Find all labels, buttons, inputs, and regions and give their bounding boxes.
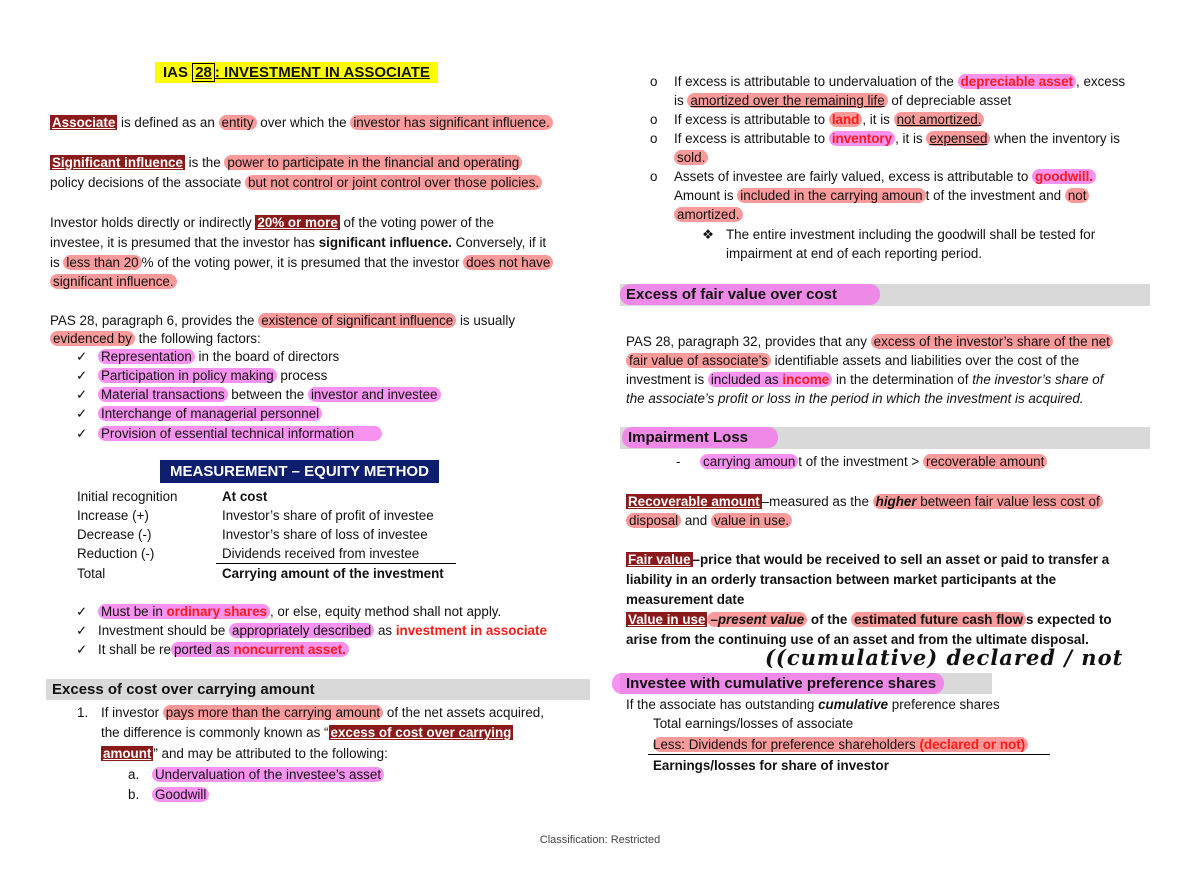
right-bullet-cont: sold. <box>674 149 708 167</box>
check-icon: ✓ <box>76 426 88 441</box>
factor-item: ✓ Material transactions between the investor and investee <box>76 386 441 404</box>
diamond-bullet-icon: ❖ <box>702 227 715 242</box>
right-bullet-item: o If excess is attributable to land , it is not amortized. <box>650 111 984 129</box>
significant-influence-line2: policy decisions of the associate but not control or joint control over those policies. <box>50 174 542 192</box>
recoverable-line2: disposal and value in use. <box>626 512 792 530</box>
check-icon: ✓ <box>76 368 88 383</box>
right-bullet-cont: is amortized over the remaining life of depreciable asset <box>674 93 1012 108</box>
investor-para-line1: Investor holds directly or indirectly 20% or more of the voting power of the <box>50 215 494 230</box>
excess-fv-line4: the associate’s profit or loss in the period in which the investment is acquired. <box>626 391 1084 406</box>
total-rule <box>216 563 456 564</box>
right-bullet-item: o Assets of investee are fairly valued, excess is attributable to goodwill. <box>650 168 1096 186</box>
excess-fv-heading: Excess of fair value over cost <box>620 284 1150 305</box>
cumulative-rule <box>648 754 1050 755</box>
page-title: IAS 28 : INVESTMENT IN ASSOCIATE <box>155 62 438 83</box>
measurement-label: Initial recognition <box>77 489 178 504</box>
check-icon: ✓ <box>76 387 88 402</box>
right-bullet-cont: Amount is included in the carrying amoun t of the investment and not <box>674 187 1089 205</box>
excess-cost-item-b: b. Goodwill <box>128 786 209 804</box>
check-icon: ✓ <box>76 406 88 421</box>
value-in-use-line2: arise from the continuing use of an asset and from the ultimate disposal. <box>626 632 1089 647</box>
impairment-line: - carrying amoun t of the investment > recoverable amount <box>676 453 1047 471</box>
excess-cost-line3: amount ” and may be attributed to the following: <box>103 746 388 761</box>
excess-cost-line2: the difference is commonly known as “ excess of cost over carrying <box>101 725 512 740</box>
significant-influence-line1: Significant influence is the power to participate in the financial and operating <box>50 154 522 172</box>
measurement-label: Increase (+) <box>77 508 149 523</box>
pas-para-line1: PAS 28, paragraph 6, provides the existence of significant influence is usually <box>50 313 516 328</box>
impairment-heading: Impairment Loss <box>622 427 778 448</box>
check-icon: ✓ <box>76 349 88 364</box>
right-bullet-item: o If excess is attributable to undervaluation of the depreciable asset , excess <box>650 74 1126 89</box>
measurement-value: Carrying amount of the investment <box>222 566 444 581</box>
measurement-label: Reduction (-) <box>77 546 155 561</box>
factor-item: ✓ Interchange of managerial personnel <box>76 405 322 423</box>
measurement-title: MEASUREMENT – EQUITY METHOD <box>160 460 439 483</box>
diamond-note-line1: ❖ The entire investment including the goodwill shall be tested for <box>702 227 1096 242</box>
cumulative-line2: Total earnings/losses of associate <box>653 716 854 731</box>
circle-bullet-icon: o <box>650 112 658 127</box>
excess-fv-line1: PAS 28, paragraph 32, provides that any excess of the investor’s share of the net <box>626 333 1113 351</box>
investor-para-line4: significant influence. <box>50 273 177 291</box>
check-icon: ✓ <box>76 642 88 657</box>
factor-item: ✓ Participation in policy making process <box>76 368 328 383</box>
cumulative-heading: Investee with cumulative preference shares <box>612 673 944 694</box>
measurement-value: Investor’s share of profit of investee <box>222 508 434 523</box>
circle-bullet-icon: o <box>650 74 658 89</box>
equity-check-item: ✓ It shall be re ported as noncurrent asset. <box>76 641 349 659</box>
equity-check-item: ✓ Investment should be appropriately described as investment in associate <box>76 623 547 638</box>
diamond-note-line2: impairment at end of each reporting period. <box>726 246 983 261</box>
factor-item: ✓ Provision of essential technical information <box>76 425 382 443</box>
measurement-value: At cost <box>222 489 268 504</box>
circle-bullet-icon: o <box>650 131 658 146</box>
cumulative-line4: Earnings/losses for share of investor <box>653 758 889 773</box>
fair-value-line3: measurement date <box>626 592 745 607</box>
measurement-value: Investor’s share of loss of investee <box>222 527 428 542</box>
fair-value-line2: liability in an orderly transaction between market participants at the <box>626 572 1057 587</box>
right-bullet-item: o If excess is attributable to inventory , it is expensed when the inventory is <box>650 131 1120 146</box>
recoverable-line1: Recoverable amount –measured as the higher between fair value less cost of <box>626 493 1103 511</box>
excess-cost-item-a: a. Undervaluation of the investee’s asset <box>128 766 384 784</box>
equity-check-item: ✓ Must be in ordinary shares , or else, equity method shall not apply. <box>76 604 502 619</box>
check-icon: ✓ <box>76 604 88 619</box>
measurement-label: Decrease (-) <box>77 527 152 542</box>
circle-bullet-icon: o <box>650 169 658 184</box>
factor-item: ✓ Representation in the board of directors <box>76 349 340 364</box>
check-icon: ✓ <box>76 623 88 638</box>
handwritten-note: ((cumulative) declared / not <box>765 645 1124 670</box>
associate-definition: Associate is defined as an entity over which the investor has significant influence. <box>50 114 553 132</box>
excess-cost-line1: 1. If investor pays more than the carrying amount of the net assets acquired, <box>77 705 544 720</box>
value-in-use-line1: Value in use –present value of the estimated future cash flow s expected to <box>628 612 1112 627</box>
classification-footer: Classification: Restricted <box>539 834 661 846</box>
measurement-value: Dividends received from investee <box>222 546 420 561</box>
excess-fv-line3: investment is included as income in the determination of the investor’s share of <box>626 372 1104 387</box>
pas-para-line2: evidenced by the following factors: <box>50 330 261 348</box>
right-bullet-cont: amortized. <box>674 206 743 224</box>
excess-fv-line2: fair value of associate’s identifiable assets and liabilities over the cost of the <box>626 352 1079 370</box>
measurement-label: Total <box>77 566 106 581</box>
investor-para-line2: investee, it is presumed that the investor has significant influence. Conversely, if it <box>50 235 547 250</box>
investor-para-line3: is less than 20 % of the voting power, it is presumed that the investor does not have <box>50 254 553 272</box>
cumulative-line1: If the associate has outstanding cumulative preference shares <box>626 697 1000 712</box>
cumulative-line3: Less: Dividends for preference shareholders (declared or not) <box>653 736 1028 754</box>
excess-cost-heading: Excess of cost over carrying amount <box>46 679 590 700</box>
fair-value-line1: Fair value –price that would be received to sell an asset or paid to transfer a <box>628 552 1110 567</box>
